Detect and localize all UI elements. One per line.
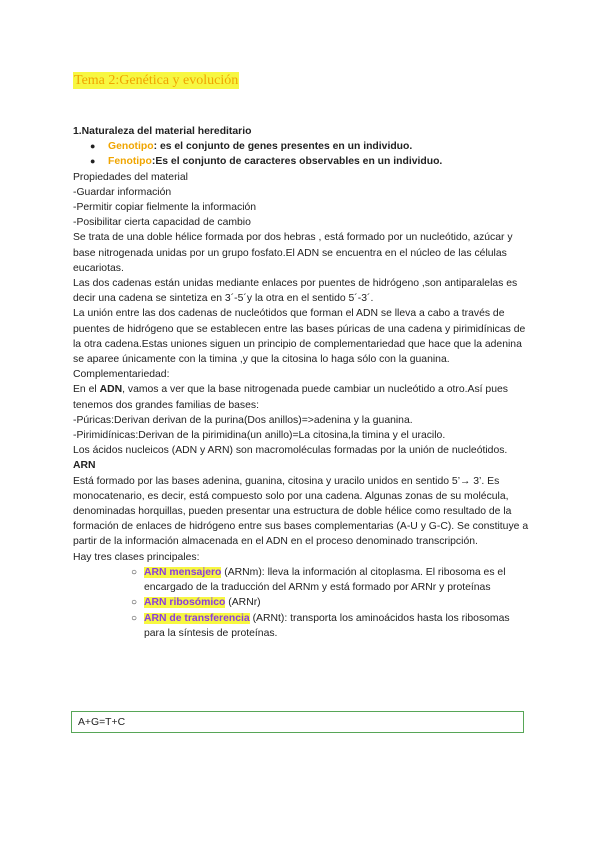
document-title: Tema 2:Genética y evolución [74, 73, 239, 88]
property-item: -Guardar información [73, 186, 172, 198]
complementariedad-paragraph [73, 382, 529, 412]
bullet-genotipo [73, 139, 529, 154]
clases-heading: Hay tres clases principales: [73, 551, 200, 563]
definition-fenotipo: :Es el conjunto de caracteres observables en un individuo. [151, 156, 443, 168]
term-fenotipo: Fenotipo [108, 156, 152, 168]
definition-genotipo: : es el conjunto de genes presentes en un individuo. [153, 141, 413, 153]
text-run: , vamos a ver que la base nitrogenada puede cambiar un nucleótido a otro.Así pues tenemos dos grandes familias de bases: [73, 384, 508, 411]
formula-box: A+G=T+C [71, 711, 524, 733]
arn-paragraph: Está formado por las bases adenina, guanina, citosina y uracilo unidos en sentido 5’→ 3’. Es monocatenario, es decir, está compuesto solo por una cadena. Algunas zonas de su molécula, denominadas horquillas, pueden presentar una estructura de doble hélice como resultado de la formación de enlaces de hidrógeno entre sus bases complementarias (A-U y G-C). Se constituye a partir de la información almacenada en el ADN en el proceso denominado transcripción. [73, 475, 529, 548]
circle-bullet-icon: ○ [131, 597, 138, 609]
list-item [73, 565, 529, 595]
paragraph: Se trata de una doble hélice formada por dos hebras , está formado por un nucleótido, azúcar y base nitrogenada unidas por un grupo fosfato.El ADN se encuentra en el núcleo de las células eucariotas. [73, 232, 513, 274]
arn-heading: ARN [73, 460, 96, 472]
paragraph: Las dos cadenas están unidas mediante enlaces por puentes de hidrógeno ,son antiparalelas es decir una cadena se sintetiza en 3´-5´y la otra en el sentido 5´-3´. [73, 278, 518, 305]
bullet-dot-icon: ● [90, 156, 96, 167]
bullet-dot-icon: ● [90, 141, 96, 152]
paragraph: La unión entre las dos cadenas de nucleótidos que forman el ADN se lleva a cabo a través de puentes de hidrógeno que se establecen entre las bases púricas de una cadena y pirimidínicas de la otra cadena.Estas uniones siguen un principio de complementariedad que hace que la adenina se aparee únicamente con la timina ,y que la citosina lo haga sólo con la guanina. [73, 308, 526, 366]
property-item: -Permitir copiar fielmente la información [73, 202, 257, 214]
list-item [73, 611, 529, 641]
text-run-bold: ADN [99, 384, 123, 396]
property-item: -Posibilitar cierta capacidad de cambio [73, 217, 251, 229]
term-arn-transferencia: ARN de transferencia [144, 612, 250, 624]
term-genotipo: Genotipo [108, 141, 154, 153]
list-item-text: (ARNt): transporta los aminoácidos hasta los ribosomas para la síntesis de proteínas. [144, 612, 510, 639]
document-body [73, 124, 529, 641]
text-run: En el [73, 384, 100, 396]
bullet-fenotipo [73, 154, 529, 169]
properties-heading: Propiedades del material [73, 171, 188, 183]
list-item-text: (ARNm): lleva la información al citoplasma. El ribosoma es el encargado de la traducción del ARNm y está formado por ARNr y proteínas [144, 566, 506, 594]
purinas-line: -Púricas:Derivan derivan de la purina(Dos anillos)=>adenina y la guanina. [73, 414, 413, 426]
term-arn-ribosomico: ARN ribosómico [144, 597, 226, 609]
term-arn-mensajero: ARN mensajero [144, 566, 222, 578]
paragraph: Los ácidos nucleicos (ADN y ARN) son macromoléculas formadas por la unión de nucleótidos. [73, 445, 508, 457]
circle-bullet-icon: ○ [131, 612, 138, 624]
list-item-text: (ARNr) [225, 597, 261, 609]
pirimidinas-line: -Pirimidínicas:Derivan de la pirimidina(un anillo)=La citosina,la timina y el uracilo. [73, 430, 446, 442]
list-item [73, 595, 529, 610]
circle-bullet-icon: ○ [131, 566, 138, 578]
section-heading: 1.Naturaleza del material hereditario [73, 126, 252, 137]
complementariedad-heading: Complementariedad: [73, 369, 170, 381]
